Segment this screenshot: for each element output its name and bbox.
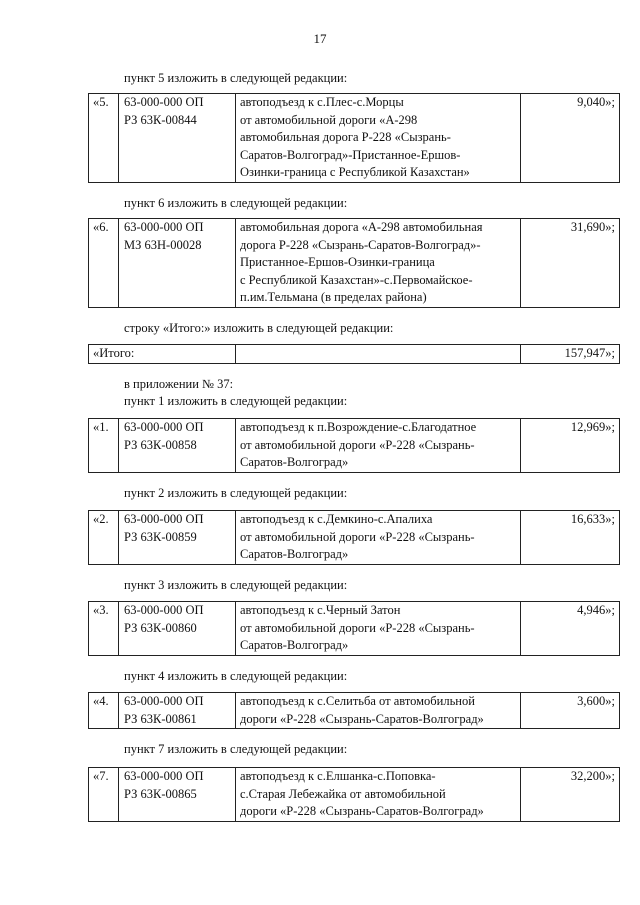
road-code: 63-000-000 ОП РЗ 63К-00860	[119, 602, 236, 655]
total-value: 157,947»;	[564, 346, 615, 360]
section-intro: пункт 6 изложить в следующей редакции:	[124, 196, 348, 210]
road-code: 63-000-000 ОП МЗ 63Н-00028	[119, 219, 236, 307]
section-intro: пункт 3 изложить в следующей редакции:	[124, 578, 348, 592]
road-length: 31,690»;	[570, 220, 615, 234]
road-length: 12,969»;	[570, 420, 615, 434]
page-number: 17	[313, 31, 327, 46]
section-intro: пункт 4 изложить в следующей редакции:	[124, 669, 348, 683]
road-description: автомобильная дорога «А-298 автомобильная дорога Р-228 «Сызрань-Саратов-Волгоград»- Пристанное-Ершов-Озинки-граница с Республикой Казахстан»-с.Первомайское- п.им.Тельмана (в пределах района)	[236, 219, 521, 307]
road-description: автоподъезд к с.Елшанка-с.Поповка- с.Старая Лебежайка от автомобильной дороги «Р-228 «Сызрань-Саратов-Волгоград»	[236, 768, 521, 821]
road-length: 32,200»;	[570, 769, 615, 783]
road-code: 63-000-000 ОП РЗ 63К-00844	[119, 94, 236, 182]
row-number: «6.	[89, 219, 119, 307]
road-length: 9,040»;	[577, 95, 615, 109]
total-row	[88, 344, 620, 364]
section-intro: строку «Итого:» изложить в следующей редакции:	[124, 321, 394, 335]
road-code: 63-000-000 ОП РЗ 63К-00865	[119, 768, 236, 821]
road-code: 63-000-000 ОП РЗ 63К-00859	[119, 511, 236, 564]
table-row	[88, 767, 620, 822]
row-number: «3.	[89, 602, 119, 655]
row-number: «1.	[89, 419, 119, 472]
appendix-heading: в приложении № 37:	[124, 377, 234, 391]
row-number: «2.	[89, 511, 119, 564]
road-description: автоподъезд к с.Селитьба от автомобильной дороги «Р-228 «Сызрань-Саратов-Волгоград»	[236, 693, 521, 728]
total-label: «Итого:	[89, 345, 236, 363]
row-number: «4.	[89, 693, 119, 728]
road-code: 63-000-000 ОП РЗ 63К-00861	[119, 693, 236, 728]
road-length: 16,633»;	[570, 512, 615, 526]
road-code: 63-000-000 ОП РЗ 63К-00858	[119, 419, 236, 472]
row-number: «7.	[89, 768, 119, 821]
table-row	[88, 218, 620, 308]
road-description: автоподъезд к с.Черный Затон от автомобильной дороги «Р-228 «Сызрань- Саратов-Волгоград»	[236, 602, 521, 655]
empty-cell	[236, 345, 521, 363]
table-row	[88, 601, 620, 656]
section-intro: пункт 2 изложить в следующей редакции:	[124, 486, 348, 500]
table-row	[88, 510, 620, 565]
road-description: автоподъезд к п.Возрождение-с.Благодатное от автомобильной дороги «Р-228 «Сызрань- Саратов-Волгоград»	[236, 419, 521, 472]
table-row	[88, 418, 620, 473]
section-intro: пункт 1 изложить в следующей редакции:	[124, 394, 348, 408]
row-number: «5.	[89, 94, 119, 182]
road-description: автоподъезд к с.Плес-с.Морцы от автомобильной дороги «А-298 автомобильная дорога Р-228 «Сызрань- Саратов-Волгоград»-Пристанное-Ершов- Озинки-граница с Республикой Казахстан»	[236, 94, 521, 182]
table-row	[88, 93, 620, 183]
road-length: 4,946»;	[577, 603, 615, 617]
section-intro: пункт 5 изложить в следующей редакции:	[124, 71, 348, 85]
table-row	[88, 692, 620, 729]
road-length: 3,600»;	[577, 694, 615, 708]
road-description: автоподъезд к с.Демкино-с.Апалиха от автомобильной дороги «Р-228 «Сызрань- Саратов-Волгоград»	[236, 511, 521, 564]
section-intro: пункт 7 изложить в следующей редакции:	[124, 742, 348, 756]
